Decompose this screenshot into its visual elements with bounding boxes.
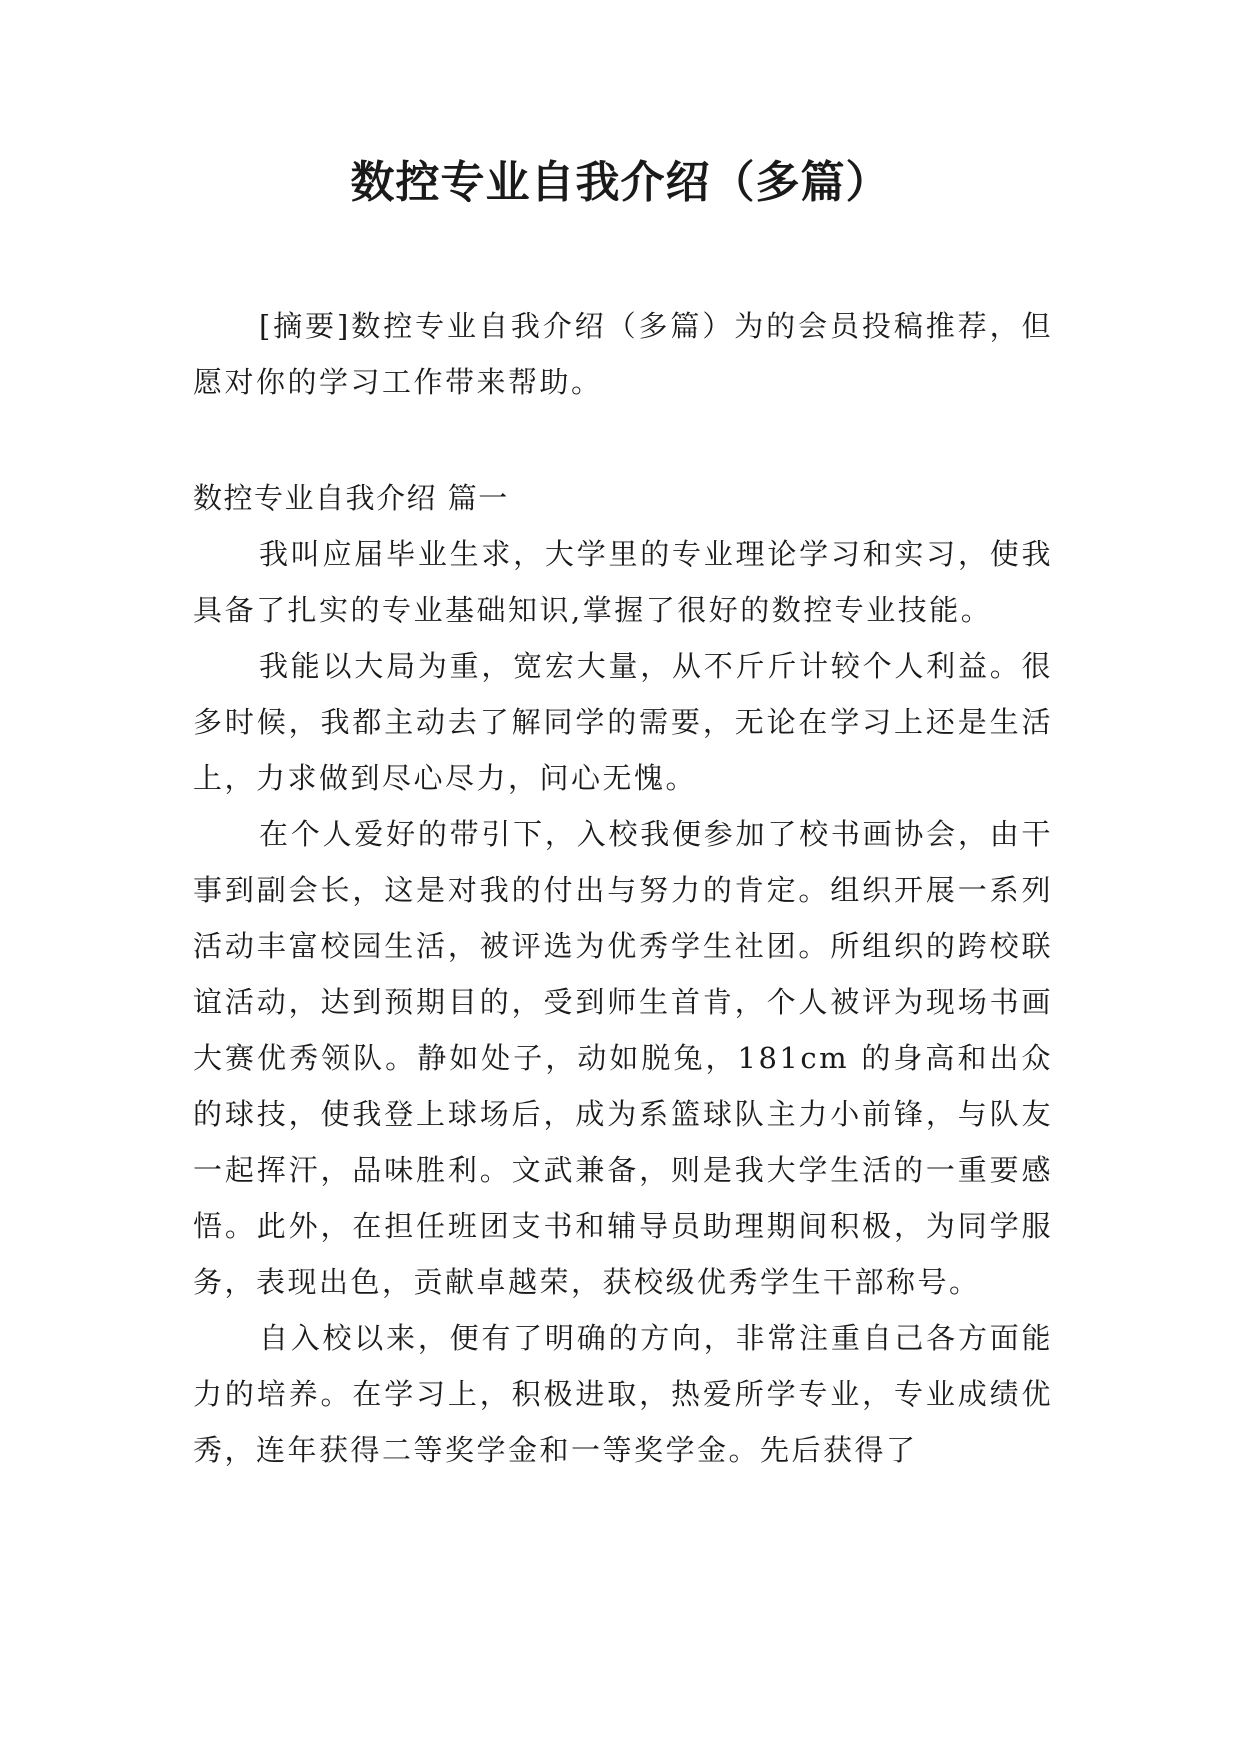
body-paragraph: 我能以大局为重，宽宏大量，从不斤斤计较个人利益。很多时候，我都主动去了解同学的需要，无论在学习上还是生活上，力求做到尽心尽力，问心无愧。 <box>193 649 1053 795</box>
body-paragraph: 在个人爱好的带引下，入校我便参加了校书画协会，由干事到副会长，这是对我的付出与努力的肯定。组织开展一系列活动丰富校园生活，被评选为优秀学生社团。所组织的跨校联谊活动，达到预期目的，受到师生首肯，个人被评为现场书画大赛优秀领队。静如处子，动如脱兔，181cm 的身高和出众的球技，使我登上球场后，成为系篮球队主力小前锋，与队友一起挥汗，品味胜利。文武兼备，则是我大学生活的一重要感悟。此外，在担任班团支书和辅导员助理期间积极，为同学服务，表现出色，贡献卓越荣，获校级优秀学生干部称号。 <box>193 817 1053 1299</box>
section-content <box>193 526 1053 1478</box>
section-heading: 数控专业自我介绍 篇一 <box>193 481 509 515</box>
body-paragraph: 自入校以来，便有了明确的方向，非常注重自己各方面能力的培养。在学习上，积极进取，热爱所学专业，专业成绩优秀，连年获得二等奖学金和一等奖学金。先后获得了 <box>193 1321 1053 1467</box>
document-title: 数控专业自我介绍（多篇） <box>350 157 891 208</box>
abstract-paragraph: [摘要]数控专业自我介绍（多篇）为的会员投稿推荐，但愿对你的学习工作带来帮助。 <box>193 309 1053 399</box>
abstract-block <box>193 298 1053 410</box>
body-paragraph: 我叫应届毕业生求，大学里的专业理论学习和实习，使我具备了扎实的专业基础知识,掌握了很好的数控专业技能。 <box>193 537 1053 627</box>
